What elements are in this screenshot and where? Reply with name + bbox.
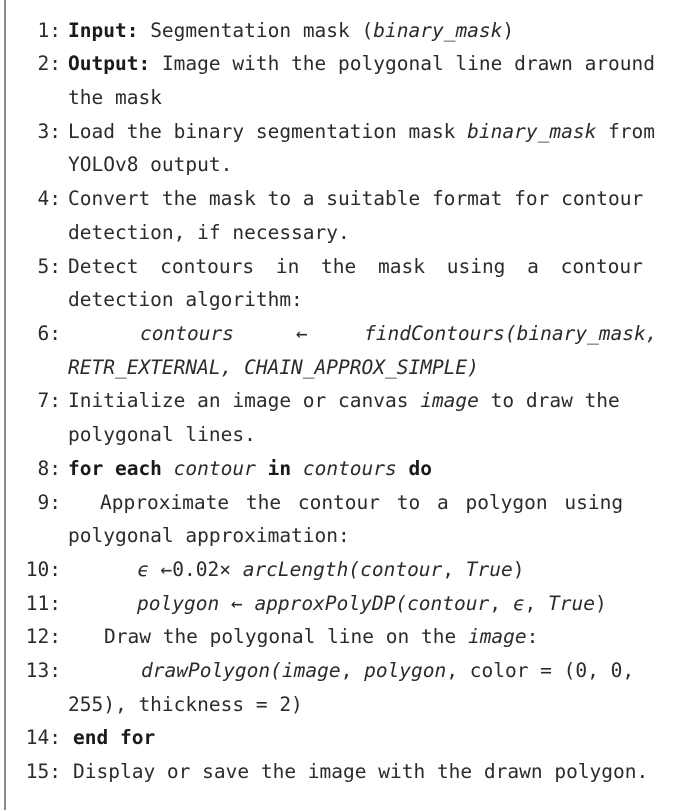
assign-arrow: ← [160, 558, 173, 581]
algo-line-3: 3: Load the binary segmentation mask binary_mask from [0, 115, 677, 149]
line-number: 3: [37, 120, 61, 143]
line-number: 4: [37, 187, 61, 210]
line-number: 7: [37, 389, 61, 412]
epsilon-symbol: ϵ [137, 558, 149, 581]
algo-line-3-cont: YOLOv8 output. [68, 153, 233, 176]
line-number: 8: [37, 457, 61, 480]
algo-line-15: 15: Display or save the image with the drawn polygon. [0, 755, 677, 789]
algo-line-4-cont: detection, if necessary. [68, 221, 350, 244]
algo-line-6 [0, 317, 677, 351]
variable: contour [360, 558, 443, 581]
variable: contours [140, 322, 234, 345]
variable: polygon [137, 592, 220, 615]
algo-line-4: 4: Convert the mask to a suitable format for contour [0, 182, 677, 216]
algo-line-12: 12: Draw the polygonal line on the image: [0, 620, 677, 654]
algo-line-2-cont: the mask [68, 86, 162, 109]
epsilon-symbol: ϵ [512, 592, 525, 615]
line-number: 11: [25, 592, 61, 615]
algo-line-14 [0, 721, 677, 755]
keyword-output: Output: [68, 52, 151, 75]
line-number: 5: [37, 255, 61, 278]
algo-line-10: 10: ϵ ←0.02× arcLength(contour, True) [0, 553, 677, 587]
keyword-for-each: for each [68, 457, 162, 480]
variable: image [420, 389, 479, 412]
line-number: 13: [25, 659, 61, 682]
line-number: 6: [37, 322, 61, 345]
keyword-end-for: end for [73, 726, 156, 749]
line-number: 9: [37, 491, 61, 514]
line-number: 1: [37, 19, 61, 42]
algo-line-5-cont: detection algorithm: [68, 288, 303, 311]
line-number: 10: [25, 558, 61, 581]
function-call: findContours(binary_mask, [364, 322, 658, 345]
assign-arrow: ← [296, 322, 308, 345]
line-number: 15: [25, 760, 61, 783]
keyword-input: Input: [68, 19, 139, 42]
line-number: 12: [25, 625, 61, 648]
variable: contours [302, 457, 397, 480]
algo-line-9-cont: polygonal approximation: [68, 524, 350, 547]
variable: binary_mask [373, 19, 503, 42]
line-number: 14: [25, 726, 61, 749]
variable: polygon [364, 659, 447, 682]
line-number: 2: [37, 52, 61, 75]
algo-line-13: 13: drawPolygon(image, polygon, color = (0, 0, [0, 654, 677, 688]
assign-arrow: ← [230, 592, 243, 615]
algo-line-7-cont: polygonal lines. [68, 423, 256, 446]
function-call: drawPolygon( [141, 659, 282, 682]
algo-line-5: 5: Detect contours in the mask using a contour [0, 250, 677, 284]
algo-line-8 [0, 452, 677, 486]
algo-line-7: 7: Initialize an image or canvas image to draw the [0, 384, 677, 418]
algo-line-2: 2: Output: Image with the polygonal line drawn around [0, 47, 677, 81]
keyword-do: do [408, 457, 432, 480]
variable: image [281, 659, 341, 682]
keyword-in: in [267, 457, 292, 480]
variable: contour [173, 457, 256, 480]
algo-line-11: 11: polygon ← approxPolyDP(contour, ϵ, True) [0, 587, 677, 621]
algo-line-1: 1: Input: Segmentation mask (binary_mask) [0, 14, 677, 48]
algo-line-9: 9: Approximate the contour to a polygon using [0, 486, 677, 520]
variable: binary_mask [467, 120, 597, 143]
variable: image [467, 625, 527, 648]
algo-line-6-cont: RETR_EXTERNAL, CHAIN_APPROX_SIMPLE) [68, 356, 479, 379]
algo-line-13-cont: 255), thickness = 2) [68, 693, 303, 716]
